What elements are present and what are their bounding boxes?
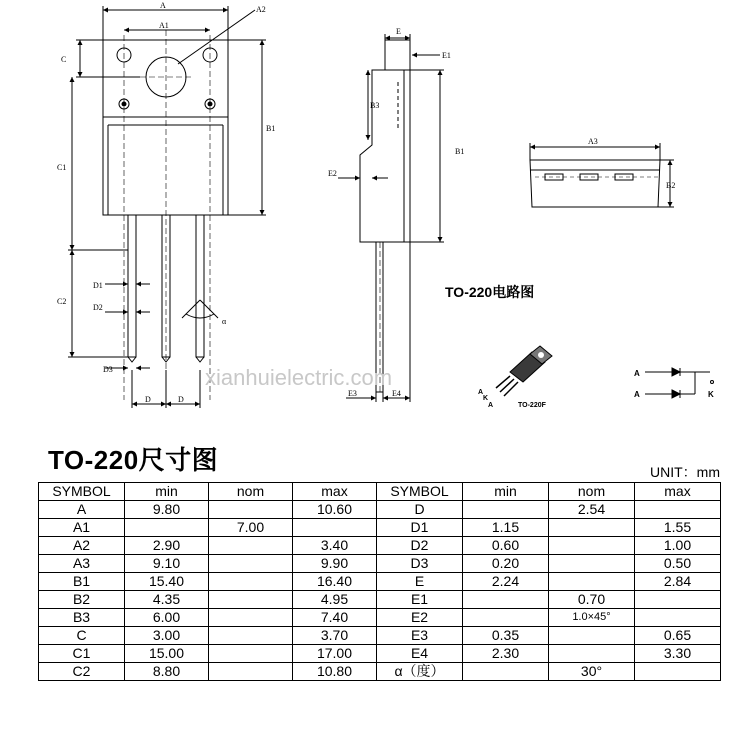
table-cell [549, 627, 635, 645]
table-cell: 1.00 [635, 537, 721, 555]
table-cell: 7.00 [209, 519, 293, 537]
table-cell [549, 537, 635, 555]
table-cell: A3 [39, 555, 125, 573]
table-cell: 3.30 [635, 645, 721, 663]
table-header-cell: nom [209, 483, 293, 501]
diode-pin-K: K [708, 390, 714, 399]
diode-schematic [645, 368, 714, 398]
table-cell: 16.40 [293, 573, 377, 591]
table-cell [209, 555, 293, 573]
table-cell [463, 501, 549, 519]
table-cell: α（度） [377, 663, 463, 681]
label-E2: E2 [328, 169, 337, 178]
table-header-cell: max [635, 483, 721, 501]
table-cell [209, 501, 293, 519]
table-cell: 15.40 [125, 573, 209, 591]
circuit-title: TO-220电路图 [445, 284, 535, 300]
table-cell: B1 [39, 573, 125, 591]
table-cell: E4 [377, 645, 463, 663]
label-B3: B3 [370, 101, 380, 110]
table-cell: E2 [377, 609, 463, 627]
table-row [39, 609, 721, 627]
table-cell [549, 519, 635, 537]
table-cell: 30° [549, 663, 635, 681]
unit-label: UNIT：mm [650, 464, 720, 480]
table-row [39, 627, 721, 645]
table-cell [209, 573, 293, 591]
label-D1: D1 [93, 281, 103, 290]
package-pin-K: K [483, 395, 489, 402]
table-cell: 10.80 [293, 663, 377, 681]
table-cell [125, 519, 209, 537]
table-cell: 2.90 [125, 537, 209, 555]
label-A1: A1 [159, 21, 169, 30]
table-row [39, 555, 721, 573]
table-cell [293, 519, 377, 537]
label-C2: C2 [57, 297, 67, 306]
table-cell: E [377, 573, 463, 591]
table-cell [635, 591, 721, 609]
table-row [39, 519, 721, 537]
label-D3: D3 [103, 365, 113, 374]
table-cell [463, 591, 549, 609]
table-cell [209, 591, 293, 609]
label-B2: B2 [666, 181, 676, 190]
table-cell [549, 573, 635, 591]
table-header-cell: min [463, 483, 549, 501]
table-cell: D1 [377, 519, 463, 537]
table-cell [635, 609, 721, 627]
watermark: xianhuielectric.com [205, 365, 393, 390]
package-pin-A1: A [478, 389, 484, 396]
diode-pin-A2: A [634, 390, 640, 399]
table-cell: 0.35 [463, 627, 549, 645]
package-pin-A2: A [488, 402, 494, 409]
table-cell: D [377, 501, 463, 519]
table-cell: 7.40 [293, 609, 377, 627]
table-cell: 0.50 [635, 555, 721, 573]
label-B1-side: B1 [455, 147, 465, 156]
table-row [39, 501, 721, 519]
table-cell: A [39, 501, 125, 519]
side-view [338, 34, 444, 402]
table-header-cell: nom [549, 483, 635, 501]
table-cell: C2 [39, 663, 125, 681]
table-cell: 6.00 [125, 609, 209, 627]
table-cell: 0.20 [463, 555, 549, 573]
table-row [39, 573, 721, 591]
table-cell: 8.80 [125, 663, 209, 681]
table-row [39, 591, 721, 609]
table-cell: 17.00 [293, 645, 377, 663]
table-cell [209, 537, 293, 555]
table-cell: 0.60 [463, 537, 549, 555]
table-cell: 9.90 [293, 555, 377, 573]
label-A3: A3 [588, 137, 598, 146]
table-cell: 2.84 [635, 573, 721, 591]
label-E: E [396, 27, 401, 36]
page-title: TO-220尺寸图 [48, 445, 219, 475]
table-cell [549, 555, 635, 573]
table-cell: C1 [39, 645, 125, 663]
dimension-table [38, 482, 721, 681]
side-view-labels [328, 27, 464, 398]
table-row [39, 537, 721, 555]
table-cell [209, 663, 293, 681]
table-cell: D3 [377, 555, 463, 573]
table-row [39, 663, 721, 681]
table-cell [635, 501, 721, 519]
table-cell: A2 [39, 537, 125, 555]
table-cell: D2 [377, 537, 463, 555]
table-cell: 2.24 [463, 573, 549, 591]
label-E4: E4 [392, 389, 401, 398]
label-A: A [160, 1, 166, 10]
label-B1: B1 [266, 124, 276, 133]
label-E3: E3 [348, 389, 357, 398]
table-cell: 15.00 [125, 645, 209, 663]
table-row [39, 645, 721, 663]
table-cell: C [39, 627, 125, 645]
table-cell: 1.55 [635, 519, 721, 537]
table-cell [463, 609, 549, 627]
label-A2: A2 [256, 5, 266, 14]
table-cell: 3.70 [293, 627, 377, 645]
table-cell: B2 [39, 591, 125, 609]
table-cell: 3.00 [125, 627, 209, 645]
top-view [530, 143, 674, 207]
table-cell: 9.80 [125, 501, 209, 519]
table-cell: 4.35 [125, 591, 209, 609]
table-cell [209, 627, 293, 645]
table-cell [209, 645, 293, 663]
label-C1: C1 [57, 163, 67, 172]
table-cell: B3 [39, 609, 125, 627]
table-cell: 0.70 [549, 591, 635, 609]
label-D-2: D [178, 395, 184, 404]
table-cell: E3 [377, 627, 463, 645]
table-cell [209, 609, 293, 627]
table-cell: 10.60 [293, 501, 377, 519]
table-header-row [39, 483, 721, 501]
label-E1: E1 [442, 51, 451, 60]
label-D2: D2 [93, 303, 103, 312]
package-label: TO-220F [518, 402, 546, 409]
diode-pin-A1: A [634, 369, 640, 378]
table-cell [635, 663, 721, 681]
table-cell: 4.95 [293, 591, 377, 609]
table-cell: 0.65 [635, 627, 721, 645]
table-cell: 3.40 [293, 537, 377, 555]
table-cell: A1 [39, 519, 125, 537]
table-cell [549, 645, 635, 663]
table-header-cell: SYMBOL [39, 483, 125, 501]
top-view-labels [588, 137, 675, 190]
table-cell: 9.10 [125, 555, 209, 573]
table-header-cell: min [125, 483, 209, 501]
table-cell [463, 663, 549, 681]
front-view [68, 6, 266, 408]
table-cell: E1 [377, 591, 463, 609]
label-C: C [61, 55, 67, 64]
table-cell: 1.0×45° [549, 609, 635, 627]
table-cell: 1.15 [463, 519, 549, 537]
table-cell: 2.30 [463, 645, 549, 663]
label-alpha: α [222, 317, 227, 326]
table-header-cell: max [293, 483, 377, 501]
label-D-1: D [145, 395, 151, 404]
package-image [496, 346, 552, 396]
table-header-cell: SYMBOL [377, 483, 463, 501]
table-cell: 2.54 [549, 501, 635, 519]
